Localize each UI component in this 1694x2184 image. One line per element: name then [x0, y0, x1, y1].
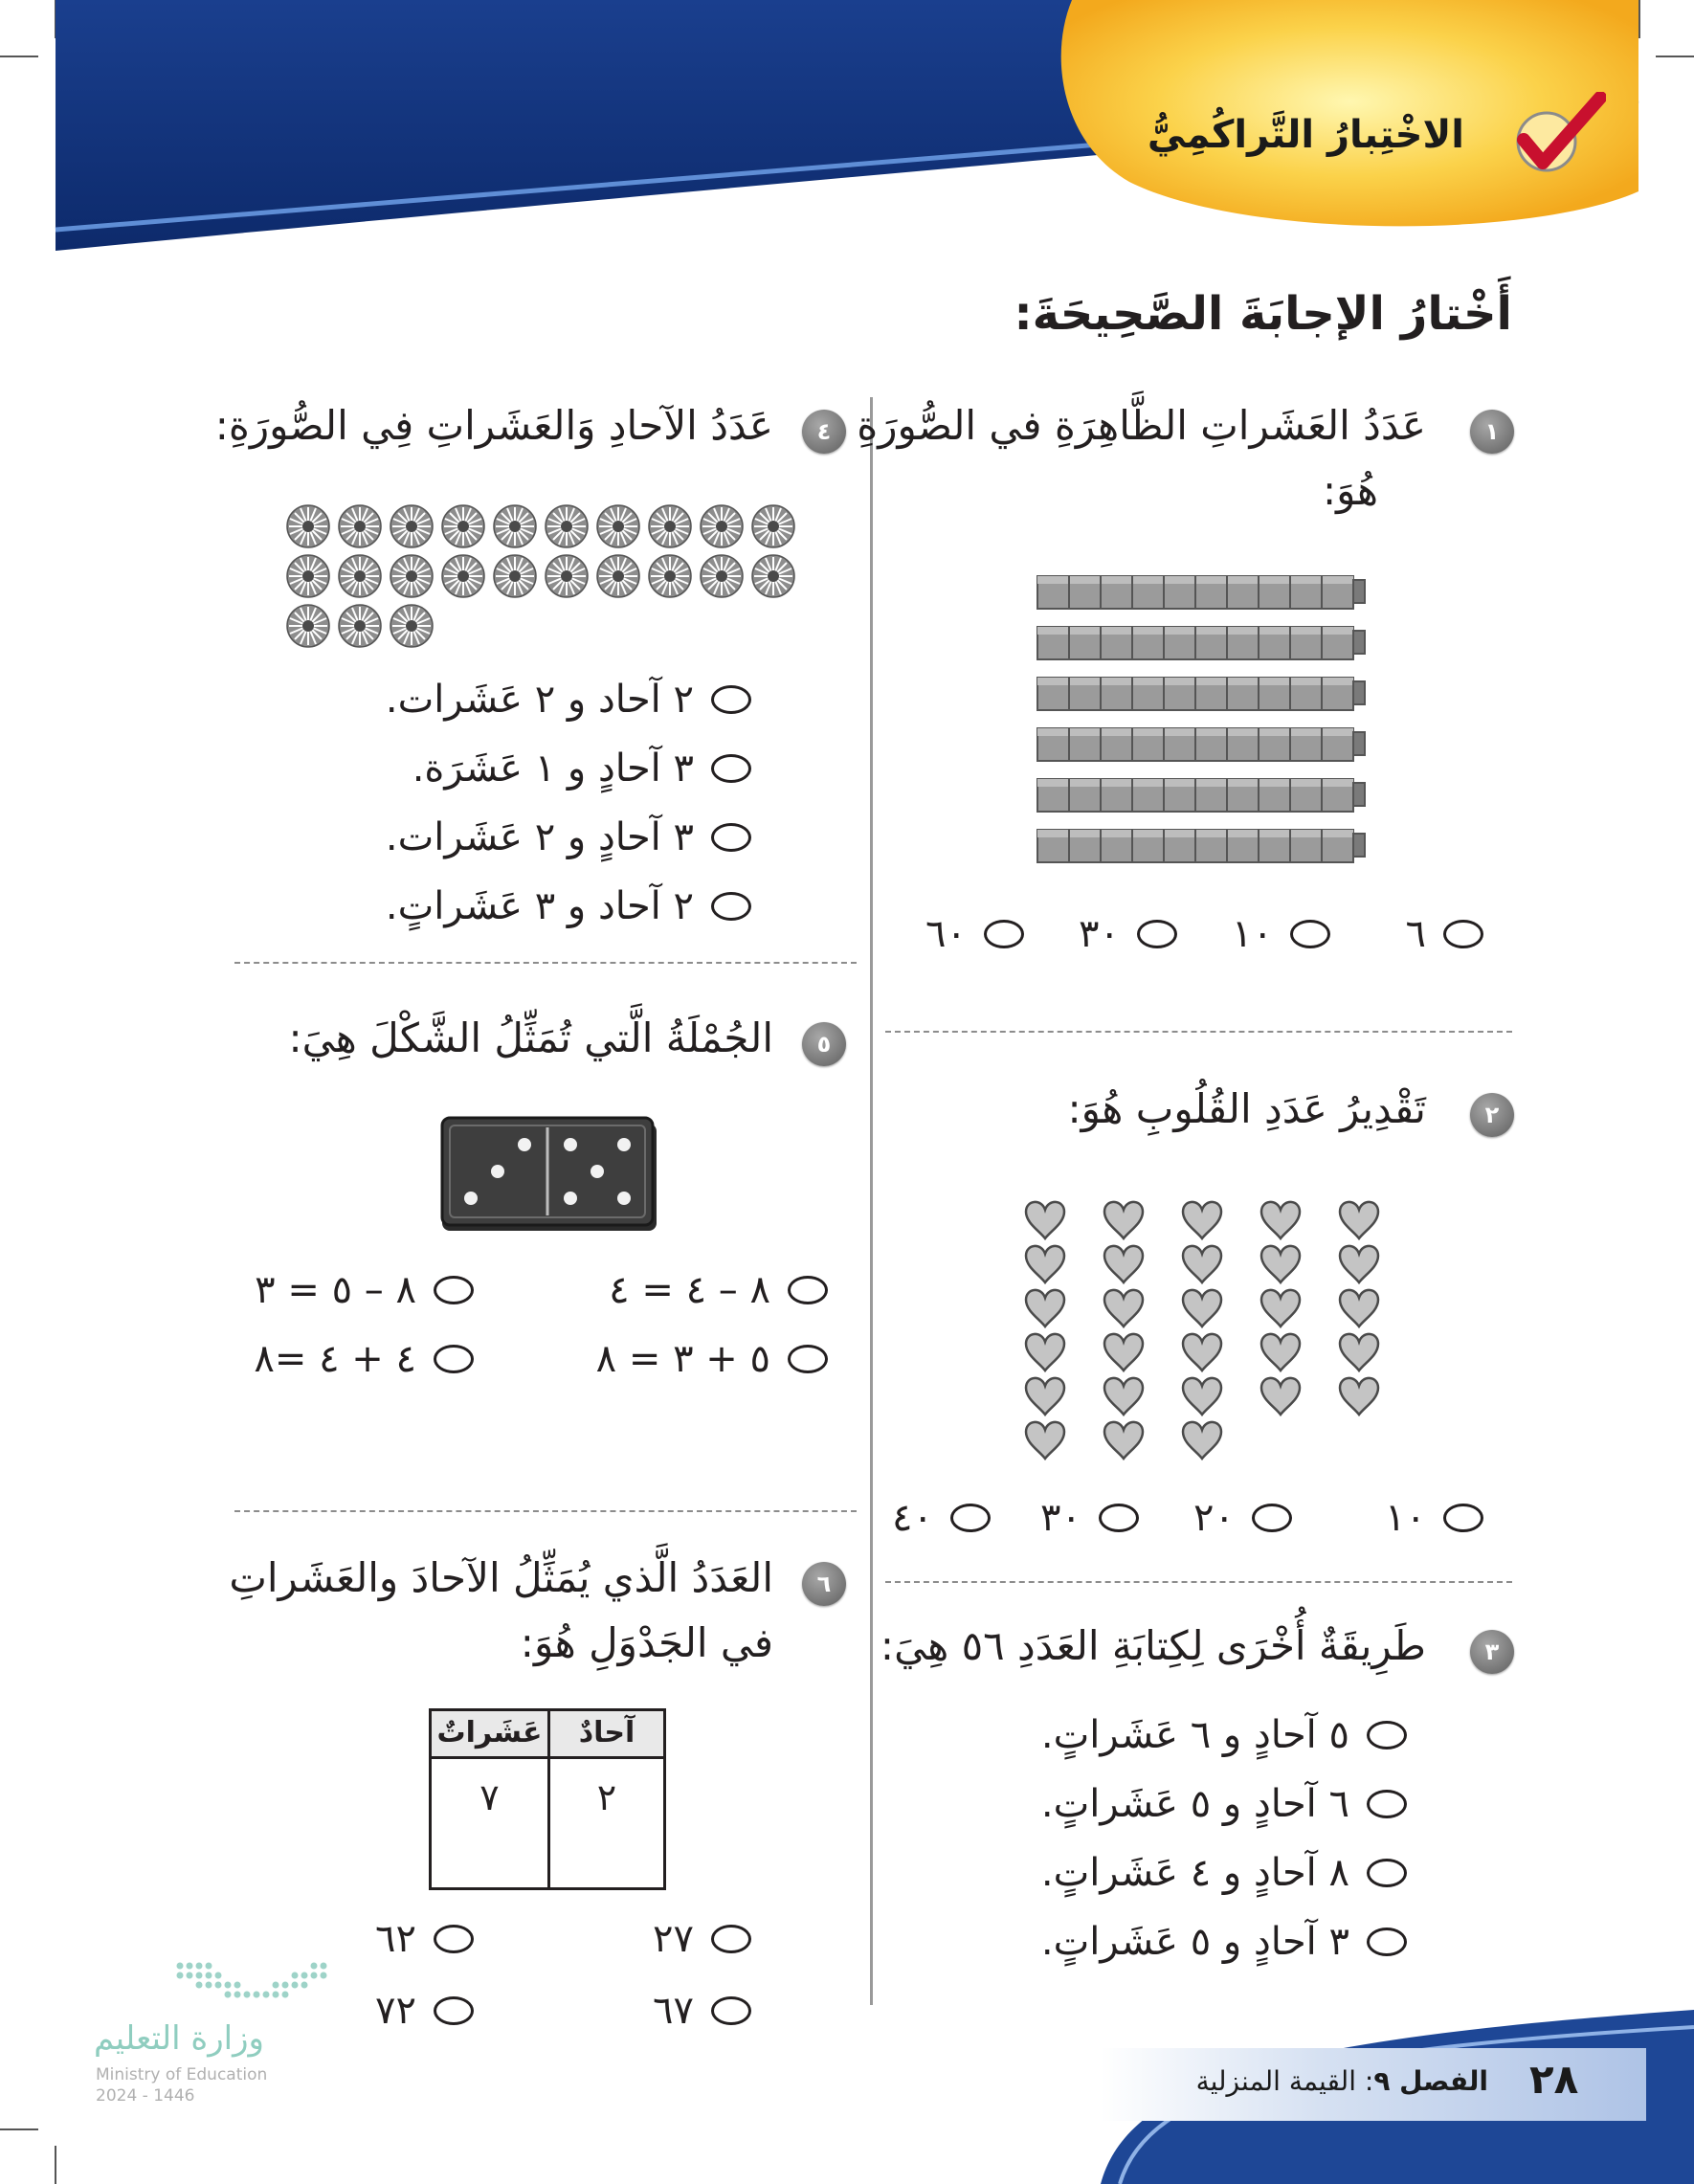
tens-rods-image	[1036, 574, 1371, 880]
chapter-label: الفصل ٩	[1373, 2065, 1488, 2097]
table-header-ones: آحادٌ	[550, 1711, 663, 1759]
q1-option-1[interactable]: ٦	[1406, 912, 1483, 956]
q5-option-2[interactable]: ٨ – ٥ = ٣	[255, 1268, 474, 1312]
question-number-6: ٦	[802, 1562, 846, 1606]
table-header-tens: عَشَراتٌ	[432, 1711, 550, 1759]
q2-option-4[interactable]: ٤٠	[892, 1496, 991, 1540]
question-number-3: ٣	[1470, 1630, 1514, 1674]
q5-option-1[interactable]: ٨ – ٤ = ٤	[609, 1268, 828, 1312]
q2-text: تَقْدِيرُ عَدَدِ القُلُوبِ هُوَ:	[1067, 1085, 1426, 1132]
answer-bubble[interactable]	[1443, 920, 1483, 948]
q4-option-3[interactable]: ٣ آحادٍ و ٢ عَشَرات.	[386, 815, 751, 859]
q4-option-2[interactable]: ٣ آحادٍ و ١ عَشَرَة.	[412, 747, 751, 791]
divider	[234, 1510, 857, 1512]
page-number: ٢٨	[1529, 2056, 1579, 2103]
q6-text-line2: في الجَدْوَلِ هُوَ:	[520, 1619, 773, 1666]
q2-option-2[interactable]: ٢٠	[1193, 1496, 1292, 1540]
q5-option-4[interactable]: ٤ + ٤ =٨	[254, 1337, 474, 1381]
q1-option-4[interactable]: ٦٠	[925, 912, 1024, 956]
ministry-logo-english: Ministry of Education	[96, 2065, 268, 2084]
chapter-title: : القيمة المنزلية	[1195, 2065, 1374, 2097]
q1-option-3[interactable]: ٣٠	[1079, 912, 1177, 956]
answer-bubble[interactable]	[434, 1925, 474, 1953]
answer-bubble[interactable]	[711, 1925, 751, 1953]
header-title: الاخْتِبارُ التَّراكُمِيُّ	[1147, 113, 1464, 157]
q6-option-4[interactable]: ٧٢	[375, 1989, 474, 2033]
q5-option-3[interactable]: ٥ + ٣ = ٨	[596, 1337, 828, 1381]
q4-text: عَدَدُ الآحادِ وَالعَشَراتِ فِي الصُّورَةِ:	[214, 402, 773, 449]
question-number-4: ٤	[802, 410, 846, 454]
instruction: أَخْتارُ الإجابَةَ الصَّحِيحَةَ:	[1014, 287, 1512, 341]
answer-bubble[interactable]	[1099, 1504, 1139, 1532]
answer-bubble[interactable]	[711, 754, 751, 783]
check-icon	[1501, 92, 1606, 178]
q4-option-4[interactable]: ٢ آحاد و ٣ عَشَراتٍ.	[386, 884, 751, 928]
q5-text: الجُمْلَةُ الَّتي تُمَثِّلُ الشَّكْلَ هِيَ:	[288, 1014, 773, 1061]
answer-bubble[interactable]	[1252, 1504, 1292, 1532]
answer-bubble[interactable]	[788, 1345, 828, 1373]
q3-option-1[interactable]: ٥ آحادٍ و ٦ عَشَراتٍ.	[1041, 1713, 1407, 1757]
question-number-2: ٢	[1470, 1093, 1514, 1137]
column-divider	[870, 397, 873, 2005]
hearts-image	[1022, 1196, 1386, 1474]
q3-text: طَرِيقَةٌ أُخْرَى لِكِتابَةِ العَدَدِ ٥٦ هِيَ:	[880, 1622, 1426, 1669]
place-value-table	[429, 1708, 666, 1890]
q6-option-3[interactable]: ٦٧	[653, 1989, 751, 2033]
answer-bubble[interactable]	[788, 1276, 828, 1304]
q6-text-line1: العَدَدُ الَّذي يُمَثِّلُ الآحادَ والعَشَراتِ	[229, 1554, 773, 1601]
table-cell-tens: ٧	[432, 1759, 550, 1887]
domino-image	[440, 1116, 660, 1235]
question-number-1: ١	[1470, 410, 1514, 454]
q1-text-line2: هُوَ:	[1323, 467, 1378, 514]
table-cell-ones: ٢	[596, 1776, 617, 1818]
q3-option-3[interactable]: ٨ آحادٍ و ٤ عَشَراتٍ.	[1041, 1851, 1407, 1895]
answer-bubble[interactable]	[711, 823, 751, 852]
answer-bubble[interactable]	[1290, 920, 1330, 948]
answer-bubble[interactable]	[1443, 1504, 1483, 1532]
q2-option-3[interactable]: ٣٠	[1040, 1496, 1139, 1540]
divider	[885, 1031, 1512, 1033]
q4-option-1[interactable]: ٢ آحاد و ٢ عَشَرات.	[386, 678, 751, 722]
q1-option-2[interactable]: ١٠	[1232, 912, 1330, 956]
answer-bubble[interactable]	[1367, 1790, 1407, 1818]
q1-text-line1: عَدَدُ العَشَراتِ الظَّاهِرَةِ في الصُّورَةِ	[857, 402, 1426, 449]
divider	[885, 1581, 1512, 1583]
q3-option-2[interactable]: ٦ آحادٍ و ٥ عَشَراتٍ.	[1041, 1782, 1407, 1826]
answer-bubble[interactable]	[711, 892, 751, 921]
answer-bubble[interactable]	[1367, 1859, 1407, 1887]
flowers-image	[283, 501, 806, 655]
answer-bubble[interactable]	[434, 1276, 474, 1304]
answer-bubble[interactable]	[950, 1504, 991, 1532]
question-number-5: ٥	[802, 1022, 846, 1066]
chapter-heading	[1196, 2065, 1488, 2097]
q2-option-1[interactable]: ١٠	[1385, 1496, 1483, 1540]
q6-option-1[interactable]: ٢٧	[653, 1917, 751, 1961]
ministry-logo-arabic: وزارة التعليم	[94, 2019, 264, 2058]
answer-bubble[interactable]	[711, 685, 751, 714]
answer-bubble[interactable]	[1137, 920, 1177, 948]
ministry-logo-year: 2024 - 1446	[96, 2086, 195, 2106]
divider	[234, 962, 857, 964]
q6-option-2[interactable]: ٦٢	[375, 1917, 474, 1961]
answer-bubble[interactable]	[1367, 1721, 1407, 1749]
q3-option-4[interactable]: ٣ آحادٍ و ٥ عَشَراتٍ.	[1041, 1920, 1407, 1964]
answer-bubble[interactable]	[984, 920, 1024, 948]
answer-bubble[interactable]	[434, 1345, 474, 1373]
